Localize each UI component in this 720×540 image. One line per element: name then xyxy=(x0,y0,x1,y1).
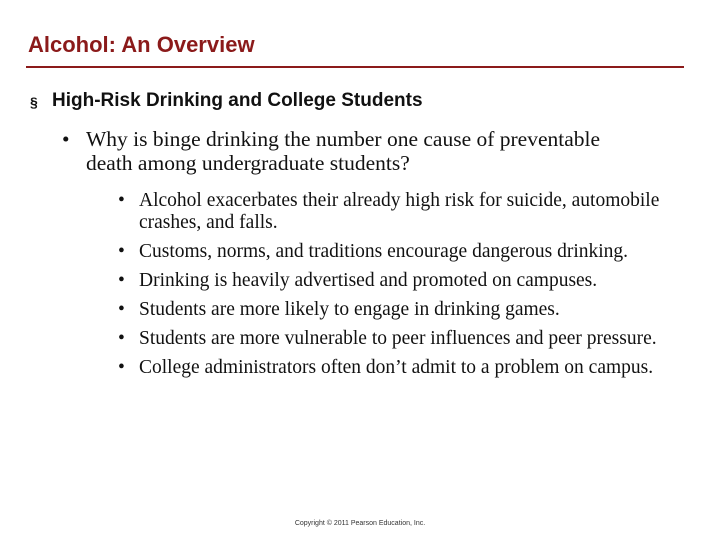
list-item-text: College administrators often don’t admit to a problem on campus. xyxy=(139,357,654,378)
question-bullet xyxy=(62,127,622,175)
list-item xyxy=(118,241,678,263)
list-item-text: Alcohol exacerbates their already high risk for suicide, automobile crashes, and falls. xyxy=(139,190,660,233)
reasons-list xyxy=(118,190,678,386)
list-item-text: Customs, norms, and traditions encourage dangerous drinking. xyxy=(139,241,629,262)
list-item xyxy=(118,328,678,350)
bullet-icon: • xyxy=(62,127,70,151)
bullet-icon: • xyxy=(118,299,125,320)
list-item xyxy=(118,299,678,321)
section-marker-icon: § xyxy=(30,94,38,110)
bullet-icon: • xyxy=(118,357,125,378)
slide-title: Alcohol: An Overview xyxy=(28,32,255,57)
list-item-text: Students are more likely to engage in drinking games. xyxy=(139,299,560,320)
title-divider xyxy=(26,66,684,68)
bullet-icon: • xyxy=(118,190,125,211)
bullet-icon: • xyxy=(118,328,125,349)
copyright-footer: Copyright © 2011 Pearson Education, Inc. xyxy=(294,520,426,527)
bullet-icon: • xyxy=(118,241,125,262)
list-item-text: Students are more vulnerable to peer influences and peer pressure. xyxy=(139,328,657,349)
question-text: Why is binge drinking the number one cause of preventable death among undergraduate students? xyxy=(86,127,601,175)
list-item xyxy=(118,190,678,234)
list-item xyxy=(118,270,678,292)
list-item-text: Drinking is heavily advertised and promoted on campuses. xyxy=(139,270,598,291)
bullet-icon: • xyxy=(118,270,125,291)
list-item xyxy=(118,357,678,379)
section-heading-text: High-Risk Drinking and College Students xyxy=(52,90,423,111)
section-heading xyxy=(30,91,423,114)
